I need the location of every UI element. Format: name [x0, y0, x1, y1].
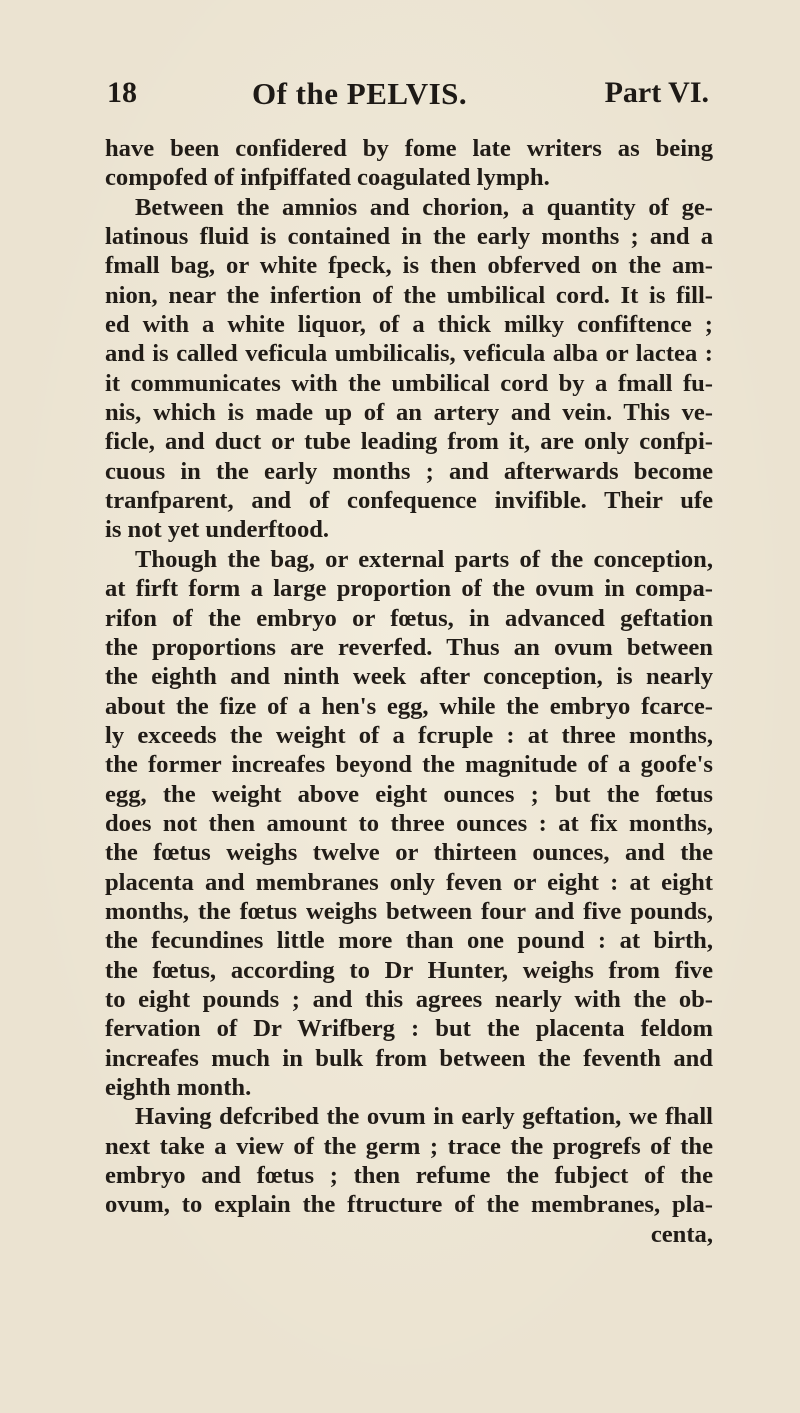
text-line: ly exceeds the weight of a fcruple : at three months, — [105, 721, 713, 749]
text-line: and is called veficula umbilicalis, veficula alba or lactea : — [105, 340, 713, 368]
page-number: 18 — [107, 76, 137, 109]
text-line: Between the amnios and chorion, a quantity of ge- — [135, 193, 713, 221]
body-text — [105, 134, 713, 1249]
text-line: fervation of Dr Wrifberg : but the placenta feldom — [105, 1015, 713, 1043]
text-line: to eight pounds ; and this agrees nearly with the ob- — [105, 985, 713, 1013]
running-title: Of the PELVIS. — [252, 76, 468, 111]
text-line: tranfparent, and of confequence invifible. Their ufe — [105, 487, 713, 515]
text-line: months, the fœtus weighs between four and five pounds, — [105, 897, 713, 925]
text-line: at firft form a large proportion of the ovum in compa- — [105, 575, 713, 603]
text-line: latinous fluid is contained in the early months ; and a — [105, 223, 713, 251]
text-line: the fecundines little more than one pound : at birth, — [105, 927, 713, 955]
text-line: eighth month. — [105, 1074, 252, 1101]
text-line: about the fize of a hen's egg, while the embryo fcarce- — [105, 692, 713, 720]
text-line: have been confidered by fome late writers as being — [105, 135, 713, 162]
text-line: egg, the weight above eight ounces ; but the fœtus — [105, 780, 713, 808]
text-line: fmall bag, or white fpeck, is then obferved on the am- — [105, 252, 713, 280]
text-line: increafes much in bulk from between the feventh and — [105, 1044, 713, 1072]
text-line: embryo and fœtus ; then refume the fubject of the — [105, 1162, 713, 1190]
text-line: it communicates with the umbilical cord by a fmall fu- — [105, 369, 713, 397]
text-line: ed with a white liquor, of a thick milky confiftence ; — [105, 311, 713, 339]
text-line: cuous in the early months ; and afterwards become — [105, 457, 713, 485]
text-line: next take a view of the germ ; trace the progrefs of the — [105, 1132, 713, 1160]
text-line: the fœtus weighs twelve or thirteen ounces, and the — [105, 839, 713, 867]
text-line: the former increafes beyond the magnitude of a goofe's — [105, 751, 713, 779]
text-line: nis, which is made up of an artery and vein. This ve- — [105, 399, 713, 427]
text-line: is not yet underftood. — [105, 516, 330, 544]
running-header — [107, 76, 709, 116]
text-line: placenta and membranes only feven or eight : at eight — [105, 868, 713, 896]
text-line: ovum, to explain the ftructure of the membranes, pla- — [105, 1191, 713, 1219]
text-line: Having defcribed the ovum in early geftation, we fhall — [135, 1103, 713, 1131]
text-line: the fœtus, according to Dr Hunter, weighs from five — [105, 956, 713, 984]
text-line: the eighth and ninth week after conception, is nearly — [105, 663, 713, 691]
text-line: Though the bag, or external parts of the conception, — [135, 545, 713, 573]
text-line: rifon of the embryo or fœtus, in advanced geftation — [105, 604, 713, 632]
text-line: centa, — [650, 1220, 713, 1248]
text-line: compofed of infpiffated coagulated lymph. — [105, 164, 550, 192]
text-line: the proportions are reverfed. Thus an ovum between — [105, 633, 713, 661]
part-label: Part VI. — [604, 76, 709, 109]
text-line: ficle, and duct or tube leading from it, are only confpi- — [105, 428, 713, 456]
text-line: does not then amount to three ounces : at fix months, — [105, 809, 713, 837]
text-line: nion, near the infertion of the umbilical cord. It is fill- — [105, 281, 713, 309]
